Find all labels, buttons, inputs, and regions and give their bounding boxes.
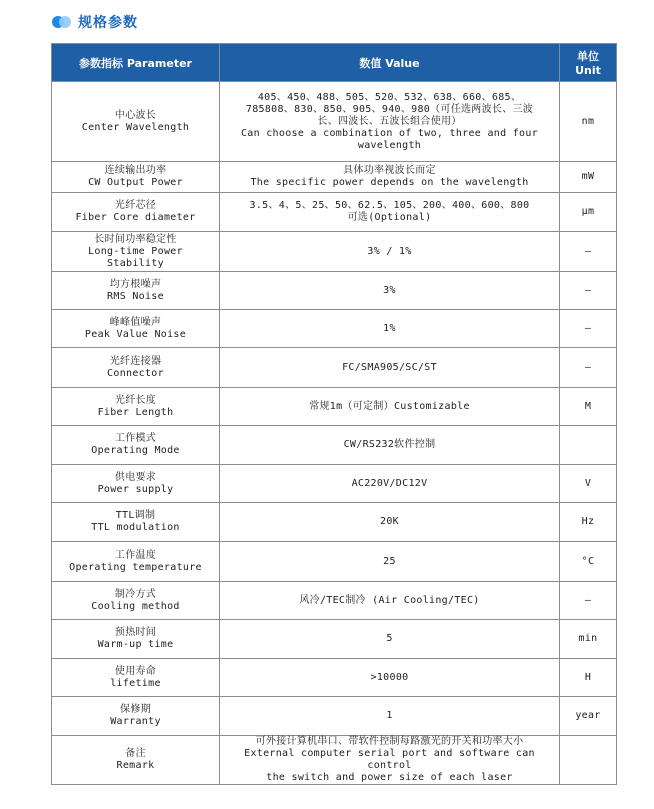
value-cell	[220, 162, 560, 193]
value-text: CW/RS232软件控制	[343, 439, 436, 450]
parameter-text: 供电要求	[114, 471, 157, 483]
table-header-row	[52, 44, 617, 82]
table-row	[52, 465, 617, 503]
value-text: 可外接计算机串口、带软件控制每路激光的开关和功率大小	[255, 736, 524, 747]
parameter-text: Peak Value Noise	[84, 328, 187, 340]
unit-cell: —	[560, 232, 617, 272]
value-text: 3.5、4、5、25、50、62.5、105、200、400、600、800	[249, 200, 530, 211]
value-text: 405、450、488、505、520、532、638、660、685、	[257, 91, 522, 103]
parameter-text: Fiber Core diameter	[75, 212, 196, 223]
parameter-cell	[52, 272, 220, 310]
parameter-text: 长时间功率稳定性	[94, 233, 177, 245]
value-text: wavelength	[357, 139, 422, 151]
table-row	[52, 736, 617, 785]
parameter-text: 峰峰值噪声	[109, 316, 162, 328]
parameter-text: 制冷方式	[114, 588, 157, 600]
value-text: 3% / 1%	[367, 245, 412, 257]
parameter-text: 均方根噪声	[109, 278, 162, 290]
unit-cell: °C	[560, 542, 617, 582]
parameter-text: Remark	[116, 760, 155, 771]
value-cell	[220, 310, 560, 348]
parameter-text: RMS Noise	[107, 290, 164, 302]
header-value: 数值 Value	[220, 44, 560, 82]
value-text: 长、四波长、五波长组合使用）	[317, 115, 462, 127]
spec-table	[51, 43, 617, 785]
parameter-text: Warranty	[110, 716, 161, 727]
parameter-cell	[52, 659, 220, 697]
parameter-cell	[52, 465, 220, 503]
value-text: 1%	[383, 322, 396, 334]
parameter-text: Power supply	[97, 483, 174, 495]
table-row	[52, 348, 617, 388]
table-row	[52, 542, 617, 582]
value-text: >10000	[370, 671, 409, 683]
value-text: 5	[386, 633, 393, 644]
value-cell	[220, 697, 560, 736]
unit-cell: —	[560, 272, 617, 310]
parameter-text: 光纤芯径	[114, 200, 157, 211]
parameter-text: 备注	[125, 748, 146, 759]
unit-cell: M	[560, 388, 617, 426]
parameter-text: Fiber Length	[97, 406, 174, 418]
unit-cell: —	[560, 582, 617, 620]
header-unit-cn: 单位	[577, 50, 599, 63]
value-cell	[220, 503, 560, 542]
parameter-text: CW Output Power	[88, 177, 183, 188]
table-row	[52, 82, 617, 162]
parameter-cell	[52, 193, 220, 232]
parameter-cell	[52, 310, 220, 348]
unit-cell	[560, 426, 617, 465]
parameter-text: TTL modulation	[91, 522, 180, 533]
value-text: 785808、830、850、905、940、980（可任选两波长、三波	[245, 103, 534, 115]
parameter-cell	[52, 582, 220, 620]
parameter-text: Center Wavelength	[81, 121, 190, 133]
parameter-text: Operating Mode	[91, 445, 180, 456]
table-row	[52, 503, 617, 542]
table-row	[52, 697, 617, 736]
value-cell	[220, 736, 560, 785]
value-text: 常规1m（可定制）Customizable	[309, 400, 470, 412]
parameter-text: Operating temperature	[69, 561, 202, 573]
parameter-text: lifetime	[110, 677, 161, 689]
unit-cell: year	[560, 697, 617, 736]
value-cell	[220, 348, 560, 388]
value-text: 20K	[380, 516, 399, 527]
value-cell	[220, 582, 560, 620]
value-text: The specific power depends on the wavelength	[250, 177, 529, 188]
table-body	[52, 82, 617, 785]
table-row	[52, 659, 617, 697]
header-unit-en: Unit	[575, 64, 601, 77]
parameter-text: 光纤长度	[114, 394, 157, 406]
unit-cell: min	[560, 620, 617, 659]
parameter-text: Connector	[107, 367, 164, 379]
parameter-cell	[52, 232, 220, 272]
unit-cell: V	[560, 465, 617, 503]
unit-cell: mW	[560, 162, 617, 193]
section-header	[52, 10, 138, 34]
bullet-dots-icon	[52, 16, 72, 28]
parameter-text: 中心波长	[114, 109, 157, 121]
value-text: 可选(Optional)	[347, 212, 432, 223]
parameter-text: 工作模式	[114, 433, 157, 444]
parameter-text: 连续输出功率	[104, 165, 167, 176]
parameter-cell	[52, 426, 220, 465]
header-parameter: 参数指标 Parameter	[52, 44, 220, 82]
unit-cell: nm	[560, 82, 617, 162]
parameter-cell	[52, 620, 220, 659]
parameter-cell	[52, 736, 220, 785]
value-cell	[220, 426, 560, 465]
table-row	[52, 232, 617, 272]
table-row	[52, 272, 617, 310]
value-cell	[220, 193, 560, 232]
parameter-text: Cooling method	[91, 600, 180, 612]
parameter-cell	[52, 697, 220, 736]
parameter-cell	[52, 503, 220, 542]
parameter-cell	[52, 82, 220, 162]
unit-cell: H	[560, 659, 617, 697]
parameter-cell	[52, 162, 220, 193]
value-text: 1	[386, 710, 393, 721]
table-row	[52, 426, 617, 465]
table-row	[52, 193, 617, 232]
table-row	[52, 310, 617, 348]
value-cell	[220, 620, 560, 659]
value-cell	[220, 82, 560, 162]
unit-cell: —	[560, 310, 617, 348]
value-cell	[220, 465, 560, 503]
value-cell	[220, 272, 560, 310]
parameter-text: 光纤连接器	[109, 355, 162, 367]
unit-cell: Hz	[560, 503, 617, 542]
parameter-text: Stability	[107, 257, 164, 269]
unit-cell: —	[560, 348, 617, 388]
table-row	[52, 388, 617, 426]
value-cell	[220, 542, 560, 582]
parameter-text: 工作温度	[114, 549, 157, 561]
table-row	[52, 582, 617, 620]
parameter-text: Long-time Power	[88, 245, 183, 257]
table-row	[52, 162, 617, 193]
parameter-text: Warm-up time	[97, 639, 174, 650]
parameter-text: 预热时间	[114, 627, 157, 638]
unit-cell	[560, 736, 617, 785]
value-text: FC/SMA905/SC/ST	[342, 361, 437, 373]
parameter-text: 保修期	[120, 704, 151, 715]
table-row	[52, 620, 617, 659]
section-title: 规格参数	[78, 15, 138, 31]
value-text: the switch and power size of each laser	[266, 772, 513, 783]
parameter-text: TTL调制	[115, 510, 156, 521]
value-cell	[220, 232, 560, 272]
value-text: 具体功率视波长而定	[343, 165, 436, 176]
value-text: 25	[383, 555, 396, 567]
value-cell	[220, 659, 560, 697]
unit-cell: μm	[560, 193, 617, 232]
parameter-cell	[52, 348, 220, 388]
parameter-cell	[52, 388, 220, 426]
header-unit	[560, 44, 617, 82]
value-text: Can choose a combination of two, three and four	[240, 127, 539, 139]
value-text: AC220V/DC12V	[351, 477, 428, 489]
parameter-text: 使用寿命	[114, 665, 157, 677]
parameter-cell	[52, 542, 220, 582]
value-text: 风冷/TEC制冷 (Air Cooling/TEC)	[299, 594, 480, 606]
value-cell	[220, 388, 560, 426]
value-text: 3%	[383, 284, 396, 296]
value-text: External computer serial port and software can control	[244, 748, 535, 771]
